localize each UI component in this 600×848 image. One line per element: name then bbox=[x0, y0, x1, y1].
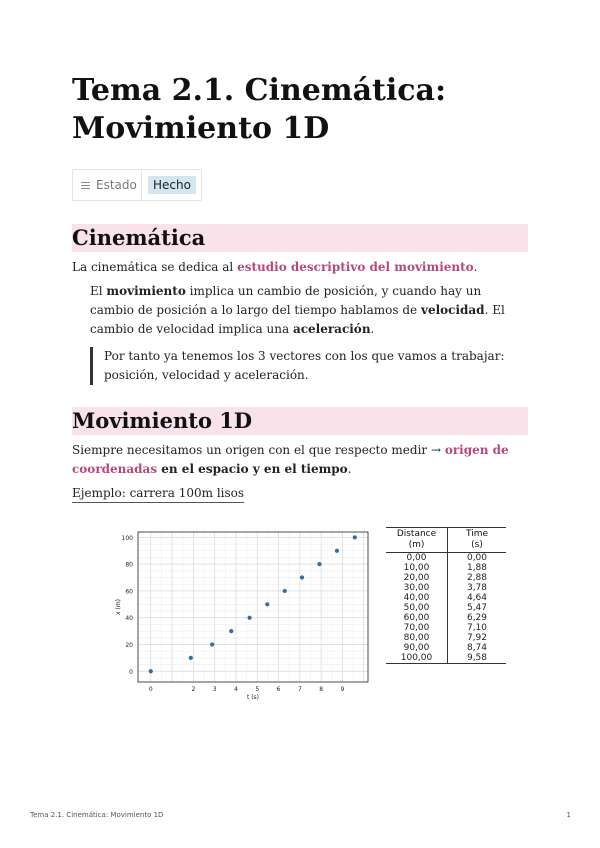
heading-cinematica: Cinemática bbox=[72, 224, 528, 252]
cell-distance: 70,00 bbox=[386, 623, 448, 633]
heading-movimiento-1d: Movimiento 1D bbox=[72, 407, 528, 435]
cell-time: 8,74 bbox=[466, 643, 488, 653]
blockquote bbox=[90, 347, 524, 385]
title-line-1: Tema 2.1. Cinemática: bbox=[72, 73, 447, 108]
y-tick-label: 40 bbox=[125, 615, 133, 623]
cell-time: 3,78 bbox=[466, 583, 488, 593]
table-row bbox=[386, 583, 506, 593]
cell-time: 5,47 bbox=[466, 603, 488, 613]
header-unit: (s) bbox=[471, 540, 483, 550]
list-icon bbox=[81, 180, 90, 191]
text: Siempre necesitamos un origen con el que respecto medir → bbox=[72, 443, 445, 457]
cell-time: 7,10 bbox=[466, 623, 488, 633]
bold-text: aceleración bbox=[292, 322, 371, 336]
cell-distance: 20,00 bbox=[386, 573, 448, 583]
cell-time: 0,00 bbox=[466, 553, 488, 563]
quote-text: Por tanto ya tenemos los 3 vectores con los que vamos a trabajar: posición, velocidad y aceleración. bbox=[104, 349, 505, 382]
data-point bbox=[229, 629, 233, 633]
text: . bbox=[370, 322, 375, 336]
cell-distance: 100,00 bbox=[386, 653, 448, 664]
scatter-chart bbox=[110, 522, 370, 712]
cell-time: 4,64 bbox=[466, 593, 488, 603]
text: El bbox=[90, 284, 107, 298]
cell-time: 2,88 bbox=[466, 573, 488, 583]
table-header-row bbox=[386, 528, 506, 553]
highlight-text: estudio descriptivo del movimiento bbox=[237, 260, 474, 274]
table-row bbox=[386, 643, 506, 653]
cell-distance: 80,00 bbox=[386, 633, 448, 643]
title-line-2: Movimiento 1D bbox=[72, 111, 330, 146]
text: . bbox=[473, 260, 478, 274]
table-row bbox=[386, 653, 506, 664]
x-tick-label: 0 bbox=[148, 686, 153, 693]
table-row bbox=[386, 603, 506, 613]
paragraph-origen bbox=[72, 441, 528, 479]
header-unit: (m) bbox=[408, 540, 425, 550]
page-number: 1 bbox=[566, 811, 571, 819]
property-key bbox=[73, 170, 142, 200]
plot-frame bbox=[138, 532, 368, 682]
table-row bbox=[386, 633, 506, 643]
text: implica un cambio de posición, y cuando hay un cambio de posición a lo largo del tiempo hablamos de bbox=[90, 284, 482, 317]
data-point bbox=[265, 602, 269, 606]
table-row bbox=[386, 573, 506, 583]
cell-time: 9,58 bbox=[448, 653, 507, 664]
column-header-distance bbox=[386, 528, 448, 553]
cell-distance: 60,00 bbox=[386, 613, 448, 623]
x-tick-label: 5 bbox=[255, 686, 260, 693]
bold-text: en el espacio y en el tiempo bbox=[157, 462, 348, 476]
table-row bbox=[386, 623, 506, 633]
data-point bbox=[353, 535, 357, 539]
paragraph-movimiento bbox=[90, 282, 516, 339]
cell-time: 7,92 bbox=[466, 633, 488, 643]
cell-time: 1,88 bbox=[466, 563, 488, 573]
header-text: Time bbox=[465, 529, 489, 539]
header-text: Distance bbox=[396, 529, 437, 539]
y-tick-label: 80 bbox=[125, 561, 133, 569]
x-tick-label: 6 bbox=[276, 686, 281, 693]
column-header-time bbox=[448, 528, 507, 553]
data-point bbox=[335, 549, 339, 553]
cell-distance: 40,00 bbox=[386, 593, 448, 603]
x-tick-label: 8 bbox=[319, 686, 324, 693]
highlight-text: origen de coordenadas bbox=[72, 443, 509, 476]
data-point bbox=[247, 616, 251, 620]
data-table bbox=[386, 527, 506, 664]
y-tick-label: 0 bbox=[129, 668, 133, 676]
text: . bbox=[347, 462, 352, 476]
bold-text: velocidad bbox=[420, 303, 485, 317]
footer-title: Tema 2.1. Cinemática: Movimiento 1D bbox=[30, 811, 164, 819]
data-point bbox=[300, 575, 304, 579]
x-axis-label: t (s) bbox=[246, 694, 260, 701]
x-tick-label: 7 bbox=[297, 686, 302, 693]
cell-distance: 0,00 bbox=[386, 553, 448, 564]
x-tick-label: 4 bbox=[234, 686, 238, 693]
cell-distance: 50,00 bbox=[386, 603, 448, 613]
data-point bbox=[210, 642, 214, 646]
x-tick-label: 9 bbox=[340, 686, 345, 693]
y-tick-label: 60 bbox=[125, 588, 133, 596]
table-row bbox=[386, 563, 506, 573]
bold-text: movimiento bbox=[106, 284, 186, 298]
cell-distance: 30,00 bbox=[386, 583, 448, 593]
x-tick-label: 3 bbox=[212, 686, 217, 693]
property-row-status[interactable] bbox=[72, 169, 202, 201]
cell-distance: 10,00 bbox=[386, 563, 448, 573]
page-title bbox=[72, 72, 532, 148]
text: La cinemática se dedica al bbox=[72, 260, 238, 274]
data-point bbox=[189, 656, 193, 660]
text: . El cambio de velocidad implica una bbox=[90, 303, 505, 336]
data-point bbox=[149, 669, 153, 673]
data-point bbox=[283, 589, 287, 593]
paragraph-intro bbox=[72, 258, 528, 277]
table-row bbox=[386, 593, 506, 603]
table-row bbox=[386, 613, 506, 623]
property-key-label: Estado bbox=[96, 178, 137, 192]
cell-distance: 90,00 bbox=[386, 643, 448, 653]
status-badge[interactable]: Hecho bbox=[148, 176, 196, 194]
cell-time: 6,29 bbox=[466, 613, 488, 623]
example-link[interactable]: Ejemplo: carrera 100m lisos bbox=[72, 485, 244, 503]
y-tick-label: 100 bbox=[121, 534, 133, 542]
data-point bbox=[317, 562, 321, 566]
y-axis-label: x (m) bbox=[115, 599, 122, 615]
table-row bbox=[386, 553, 506, 564]
x-tick-label: 2 bbox=[191, 686, 196, 693]
y-tick-label: 20 bbox=[125, 642, 133, 649]
